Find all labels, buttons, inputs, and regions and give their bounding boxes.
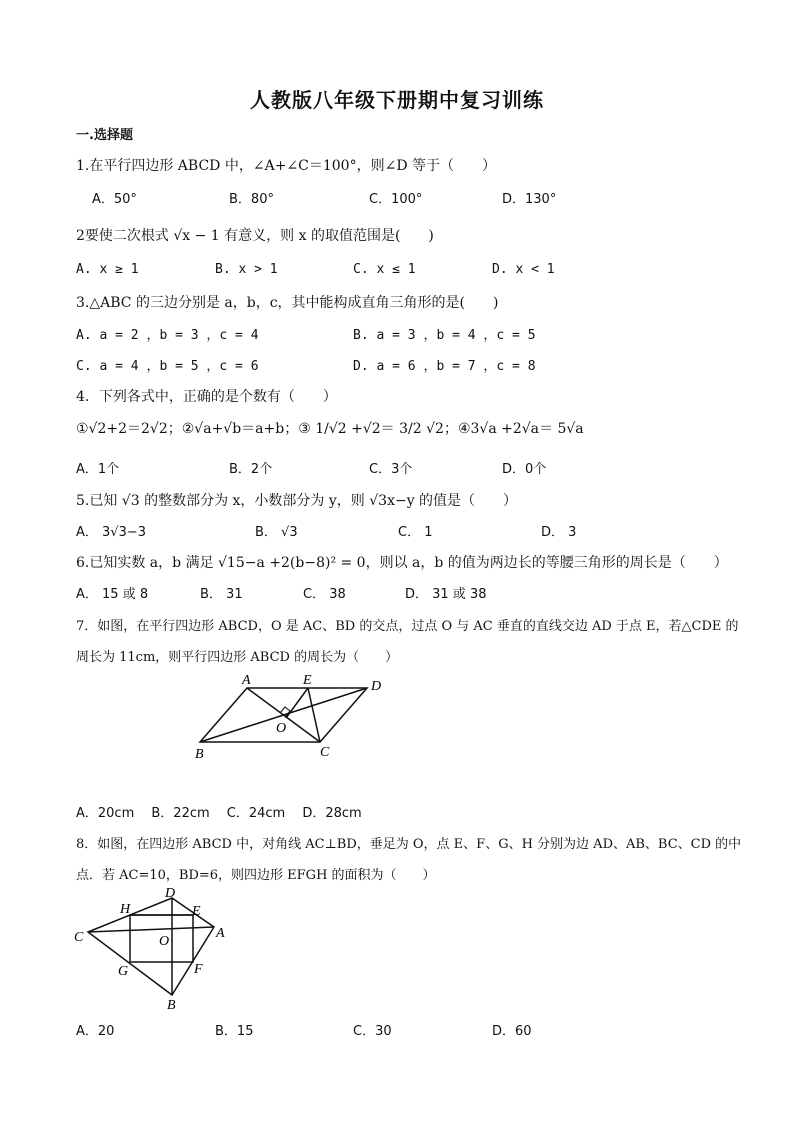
q4-option-d: D．0个 [502, 462, 547, 477]
label-b: B [167, 998, 176, 1013]
q3-option-b: B. a = 3 ，b = 4 ，c = 5 [353, 328, 536, 343]
label-h: H [120, 902, 131, 917]
question-2-text: 2要使二次根式 √x − 1 有意义，则 x 的取值范围是( ) [76, 228, 434, 244]
diagonal-ca [88, 927, 214, 932]
question-3-text: 3.△ABC 的三边分别是 a，b，c，其中能构成直角三角形的是( ) [76, 295, 499, 311]
label-o: O [276, 721, 287, 736]
q2-option-b: B. x > 1 [215, 262, 278, 277]
q8-option-a: A．20 [76, 1024, 115, 1039]
q4-option-a: A．1个 [76, 462, 120, 477]
label-d: D [371, 679, 382, 694]
q1-option-c: C．100° [369, 192, 423, 207]
q4-option-c: C．3个 [369, 462, 413, 477]
q3-option-d: D. a = 6 ，b = 7 ，c = 8 [353, 359, 536, 374]
label-f: F [194, 962, 203, 977]
q2-option-c: C. x ≤ 1 [353, 262, 416, 277]
q4-option-b: B．2个 [229, 462, 273, 477]
label-g: G [118, 964, 129, 979]
q6-option-d: D． 31 或 38 [405, 587, 487, 602]
label-c: C [320, 745, 330, 760]
segment-eo [286, 688, 308, 718]
label-b: B [195, 747, 204, 762]
q5-option-b: B． √3 [255, 525, 298, 540]
q2-option-d: D. x < 1 [492, 262, 555, 277]
label-e: E [192, 904, 201, 919]
label-a: A [216, 926, 225, 941]
question-5-text: 5.已知 √3 的整数部分为 x，小数部分为 y，则 √3x−y 的值是（ ） [76, 493, 518, 509]
question-8-text-line2: 点．若 AC=10，BD=6，则四边形 EFGH 的面积为（ ） [76, 868, 436, 883]
q6-option-a: A． 15 或 8 [76, 587, 149, 602]
q8-option-b: B．15 [215, 1024, 254, 1039]
q2-option-a: A. x ≥ 1 [76, 262, 139, 277]
q5-option-d: D． 3 [541, 525, 577, 540]
question-4-text: 4．下列各式中，正确的是个数有（ ） [76, 389, 337, 405]
q1-option-d: D．130° [502, 192, 557, 207]
question-7-text-line2: 周长为 11cm，则平行四边形 ABCD 的周长为（ ） [76, 650, 399, 665]
q7-options: A．20cm B．22cm C．24cm D．28cm [76, 806, 362, 821]
page-title: 人教版八年级下册期中复习训练 [250, 88, 544, 112]
label-a: A [242, 673, 251, 688]
question-6-text: 6.已知实数 a，b 满足 √15−a +2(b−8)² = 0，则以 a，b 的值为两边长的等腰三角形的周长是（ ） [76, 555, 728, 571]
q5-option-c: C． 1 [398, 525, 433, 540]
q6-option-b: B． 31 [200, 587, 243, 602]
q3-option-a: A. a = 2 ，b = 3 ，c = 4 [76, 328, 259, 343]
label-d: D [165, 886, 176, 901]
q3-option-c: C. a = 4 ，b = 5 ，c = 6 [76, 359, 259, 374]
label-o: O [159, 934, 170, 949]
q5-option-a: A． 3√3−3 [76, 525, 147, 540]
question-7-text-line1: 7．如图，在平行四边形 ABCD，O 是 AC、BD 的交点，过点 O 与 AC 垂直的直线交边 AD 于点 E，若△CDE 的 [76, 619, 739, 634]
q1-option-b: B．80° [229, 192, 274, 207]
quadrilateral-diagram [70, 885, 240, 1013]
q8-option-c: C．30 [353, 1024, 392, 1039]
question-1-text: 1.在平行四边形 ABCD 中，∠A+∠C＝100°，则∠D 等于（ ） [76, 158, 496, 174]
q6-option-c: C． 38 [303, 587, 346, 602]
label-e: E [303, 673, 312, 688]
question-4-formula: ①√2+2＝2√2；②√a+√b＝a+b；③ 1/√2 +√2＝ 3/2 √2；④3√a +2√a＝ 5√a [76, 421, 584, 437]
label-c: C [74, 930, 84, 945]
section-heading: 一.选择题 [76, 128, 133, 143]
q1-option-a: A．50° [92, 192, 137, 207]
question-8-text-line1: 8．如图，在四边形 ABCD 中，对角线 AC⊥BD，垂足为 O，点 E、F、G、H 分别为边 AD、AB、BC、CD 的中 [76, 837, 742, 852]
q8-option-d: D．60 [492, 1024, 532, 1039]
parallelogram-diagram [190, 668, 400, 764]
